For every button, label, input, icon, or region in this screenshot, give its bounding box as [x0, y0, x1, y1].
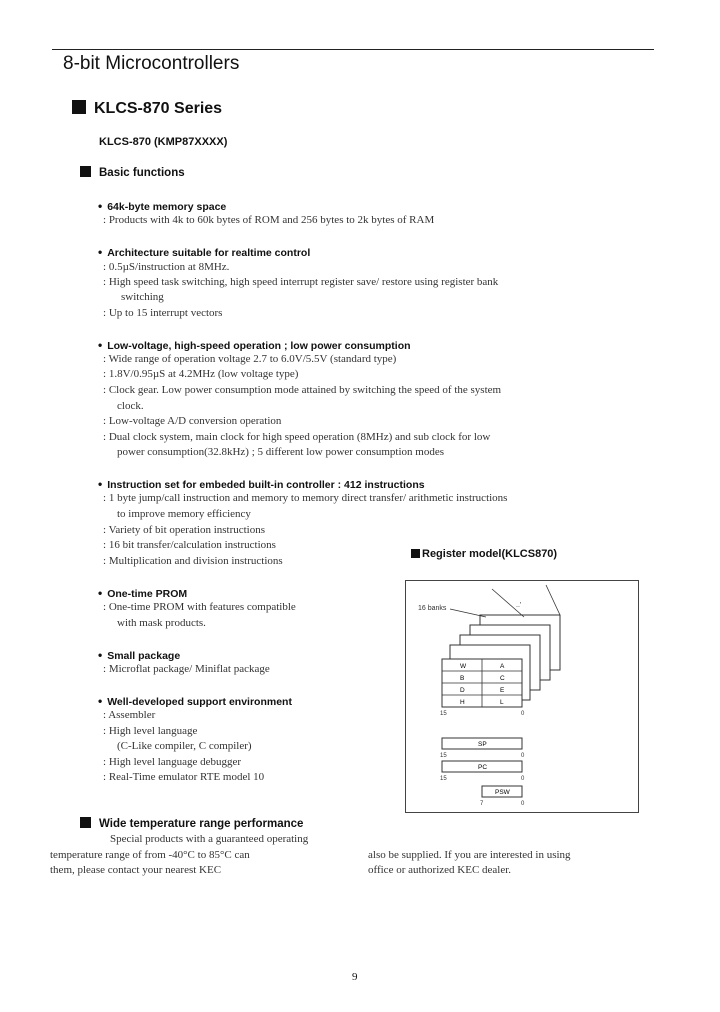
feature-line: : 0.5µS/instruction at 8MHz.	[103, 261, 230, 273]
temperature-text-line: office or authorized KEC dealer.	[368, 864, 512, 876]
feature-line: : High speed task switching, high speed interrupt register save/ restore using register bank	[103, 276, 499, 288]
pc-label: PC	[478, 764, 488, 771]
feature-heading	[98, 586, 187, 600]
register-c: C	[500, 675, 505, 682]
basic-functions-heading-text: Basic functions	[99, 167, 185, 179]
bit-0-label: 0	[521, 801, 525, 807]
feature-line: : Variety of bit operation instructions	[103, 524, 266, 536]
general-registers	[440, 659, 525, 717]
feature-line: : Up to 15 interrupt vectors	[103, 307, 223, 319]
feature-heading	[98, 648, 180, 662]
feature-line-text: 1.8V/0.95µS at 4.2MHz (low voltage type)	[108, 368, 299, 380]
feature-line: switching	[121, 291, 164, 303]
feature-line: : Wide range of operation voltage 2.7 to 6.0V/5.5V (standard type)	[103, 353, 397, 365]
bit-0-label: 0	[521, 711, 525, 717]
feature-title: Small package	[107, 650, 181, 662]
dot-bullet-icon: •	[98, 477, 103, 491]
bit-15-label: 15	[440, 753, 447, 759]
feature-line: with mask products.	[117, 617, 206, 629]
register-b: B	[460, 675, 465, 682]
feature-line-text: Assembler	[108, 709, 156, 721]
banks-label: 16 banks	[418, 605, 447, 612]
dot-bullet-icon: •	[98, 338, 103, 352]
feature-line-text: High speed task switching, high speed interrupt register save/ restore using register bank	[108, 276, 499, 288]
register-model-diagram	[405, 580, 639, 813]
temperature-heading	[80, 817, 303, 830]
feature-line-text: 16 bit transfer/calculation instructions	[108, 539, 276, 551]
dot-bullet-icon: •	[98, 586, 103, 600]
bit-0-label: 0	[521, 753, 525, 759]
feature-line-text: Up to 15 interrupt vectors	[108, 307, 223, 319]
feature-line: : High level language	[103, 725, 198, 737]
bit-7-label: 7	[480, 801, 484, 807]
square-bullet-icon	[80, 166, 91, 177]
dot-bullet-icon: •	[98, 648, 103, 662]
feature-line-text: High level language	[108, 725, 198, 737]
psw-label: PSW	[495, 789, 510, 796]
sp-label: SP	[478, 741, 487, 748]
feature-title: Low-voltage, high-speed operation ; low power consumption	[107, 340, 411, 352]
series-title	[72, 100, 222, 118]
feature-line: : Dual clock system, main clock for high speed operation (8MHz) and sub clock for low	[103, 431, 491, 443]
temperature-text-line: them, please contact your nearest KEC	[50, 864, 222, 876]
temperature-text-line: also be supplied. If you are interested in using	[368, 849, 571, 861]
feature-heading	[98, 199, 226, 213]
register-d: D	[460, 687, 465, 694]
feature-title: 64k-byte memory space	[107, 201, 227, 213]
temperature-text-line: temperature range of from -40°C to 85°C can	[50, 849, 250, 861]
dot-bullet-icon: •	[98, 245, 103, 259]
temperature-text-line: Special products with a guaranteed operating	[110, 833, 309, 845]
feature-line-text: Variety of bit operation instructions	[108, 524, 266, 536]
feature-title: Well-developed support environment	[107, 696, 292, 708]
feature-line: power consumption(32.8kHz) ; 5 different low power consumption modes	[117, 446, 444, 458]
feature-title: Architecture suitable for realtime control	[107, 247, 311, 259]
feature-line: : Microflat package/ Miniflat package	[103, 663, 270, 675]
feature-line: : Assembler	[103, 709, 156, 721]
square-bullet-icon	[72, 100, 86, 114]
register-a: A	[500, 663, 505, 670]
feature-line: : Clock gear. Low power consumption mode attained by switching the speed of the system	[103, 384, 502, 396]
leader-line	[546, 585, 560, 615]
bit-0-label: 0	[521, 776, 525, 782]
feature-heading	[98, 245, 310, 259]
feature-line-text: Real-Time emulator RTE model 10	[108, 771, 265, 783]
feature-line: : 1.8V/0.95µS at 4.2MHz (low voltage type)	[103, 368, 299, 380]
register-model-title-text: Register model(KLCS870)	[422, 548, 558, 560]
feature-line-text: Low-voltage A/D conversion operation	[108, 415, 282, 427]
feature-title: Instruction set for embeded built-in controller : 412 instructions	[107, 479, 425, 491]
feature-line: clock.	[117, 400, 144, 412]
page-title: 8-bit Microcontrollers	[63, 53, 240, 74]
bit-15-label: 15	[440, 776, 447, 782]
feature-line-text: Microflat package/ Miniflat package	[108, 663, 270, 675]
feature-line-text: Wide range of operation voltage 2.7 to 6.0V/5.5V (standard type)	[108, 353, 397, 365]
feature-line-text: Products with 4k to 60k bytes of ROM and 256 bytes to 2k bytes of RAM	[108, 214, 435, 226]
feature-line: : Real-Time emulator RTE model 10	[103, 771, 265, 783]
temperature-heading-text: Wide temperature range performance	[99, 818, 304, 830]
dot-bullet-icon: •	[98, 694, 103, 708]
feature-line: to improve memory efficiency	[117, 508, 251, 520]
banks-mark: ..'	[516, 602, 522, 609]
square-bullet-icon	[411, 549, 420, 558]
feature-line-text: High level language debugger	[108, 756, 242, 768]
register-model-title	[411, 548, 557, 560]
dot-bullet-icon: •	[98, 199, 103, 213]
feature-heading	[98, 338, 411, 352]
feature-line: : One-time PROM with features compatible	[103, 601, 296, 613]
feature-line: : High level language debugger	[103, 756, 242, 768]
feature-heading	[98, 477, 425, 491]
feature-line-text: Dual clock system, main clock for high speed operation (8MHz) and sub clock for low	[108, 431, 491, 443]
header-rule	[52, 49, 654, 50]
feature-line-text: One-time PROM with features compatible	[108, 601, 296, 613]
register-model-svg	[406, 581, 638, 812]
feature-line: : Low-voltage A/D conversion operation	[103, 415, 282, 427]
feature-line: : 16 bit transfer/calculation instructions	[103, 539, 276, 551]
register-e: E	[500, 687, 505, 694]
feature-line-text: 0.5µS/instruction at 8MHz.	[108, 261, 230, 273]
square-bullet-icon	[80, 817, 91, 828]
feature-heading	[98, 694, 292, 708]
register-w: W	[460, 663, 467, 670]
page-number: 9	[352, 971, 358, 983]
feature-line-text: 1 byte jump/call instruction and memory to memory direct transfer/ arithmetic instructions	[108, 492, 508, 504]
series-title-text: KLCS-870 Series	[94, 100, 223, 117]
subtitle: KLCS-870 (KMP87XXXX)	[99, 136, 228, 148]
bit-15-label: 15	[440, 711, 447, 717]
feature-line: (C-Like compiler, C compiler)	[117, 740, 252, 752]
feature-line-text: Multiplication and division instructions	[108, 555, 283, 567]
feature-line: : 1 byte jump/call instruction and memory to memory direct transfer/ arithmetic instructions	[103, 492, 508, 504]
basic-functions-heading	[80, 166, 185, 179]
register-h: H	[460, 699, 465, 706]
feature-line: : Products with 4k to 60k bytes of ROM and 256 bytes to 2k bytes of RAM	[103, 214, 435, 226]
register-l: L	[500, 699, 504, 706]
feature-line: : Multiplication and division instructions	[103, 555, 283, 567]
leader-line	[450, 609, 486, 617]
feature-title: One-time PROM	[107, 588, 188, 600]
feature-line-text: Clock gear. Low power consumption mode attained by switching the speed of the system	[108, 384, 502, 396]
